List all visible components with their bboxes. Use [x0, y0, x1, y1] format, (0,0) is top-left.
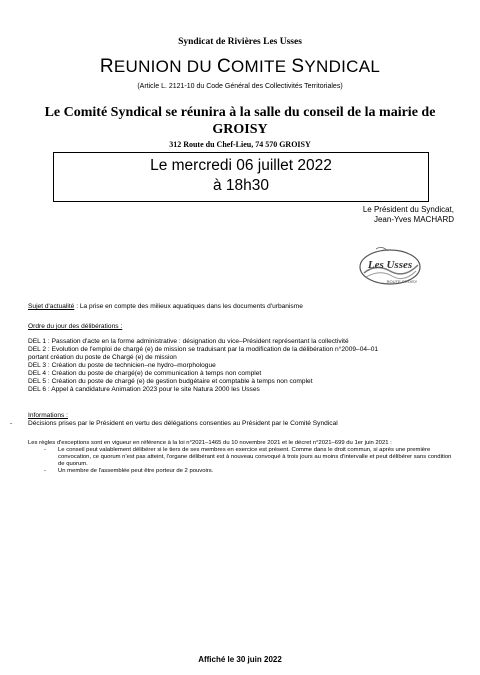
- signatory-role: Le Président du Syndicat,: [362, 205, 454, 214]
- posting-date: Affiché le 30 juin 2022: [198, 655, 282, 664]
- svg-text:ROUTE GROISY: ROUTE GROISY: [386, 279, 418, 284]
- syndicate-stamp-logo: [356, 243, 424, 289]
- rules-list: [28, 447, 458, 475]
- meeting-date: Le mercredi 06 juillet 2022: [150, 157, 332, 174]
- rules-intro: Les règles d'exceptions sont en vigueur en référence à la loi n°2021–1465 du 10 novembre 2021 et le décret n°2021–699 du 1er juin 2021 :: [28, 440, 392, 446]
- agenda-heading: Ordre du jour des délibérations :: [28, 323, 123, 330]
- current-topic: Sujet d'actualité : La prise en compte des milieux aquatiques dans les documents d'urbanisme: [28, 303, 303, 310]
- svg-text:Les Usses: Les Usses: [367, 259, 413, 271]
- signatory-name: Jean-Yves MACHARD: [373, 215, 454, 224]
- list-item: portant création du poste de Chargé (e) de mission: [28, 354, 177, 361]
- list-item: - Le conseil peut valablement délibérer si le tiers de ses membres en exercice est présent. Comme dans le droit commun, si après une première convocation, ce quorum n'est pas atteint, l'organe délibérant est à nouveau convoqué à trois jours au moins d'intervalle et peut délibérer sans condition de quorum.: [58, 447, 458, 468]
- meeting-time: à 18h30: [212, 177, 270, 194]
- list-item: DEL 6 : Appel à candidature Animation 2023 pour le site Natura 2000 les Usses: [28, 386, 260, 393]
- list-item: - Un membre de l'assemblée peut être porteur de 2 pouvoirs.: [58, 468, 458, 475]
- document-title: REUNION DU COMITE SYNDICAL: [99, 56, 381, 77]
- meeting-announcement: Le Comité Syndical se réunira à la salle du conseil de la mairie de GROISY: [44, 105, 436, 137]
- signatory: [254, 205, 454, 225]
- list-item: DEL 3 : Création du poste de technicien–ne hydro–morphologue: [28, 362, 216, 369]
- list-item: DEL 4 : Création du poste de chargé(e) de communication à temps non complet: [28, 370, 262, 377]
- exception-rules: [28, 440, 458, 475]
- informations-item: - Décisions prises par le Président en vertu des délégations consenties au Président par le Comité Syndical: [10, 420, 338, 427]
- list-item: DEL 5 : Création du poste de chargé (e) de gestion budgétaire et comptable à temps non complet: [28, 378, 313, 385]
- informations-heading: Informations :: [28, 412, 68, 419]
- meeting-date-box: [53, 152, 429, 202]
- meeting-address: 312 Route du Chef-Lieu, 74 570 GROISY: [169, 140, 311, 149]
- legal-reference: (Article L. 2121-10 du Code Général des Collectivités Territoriales): [137, 83, 343, 90]
- organization-name: Syndicat de Rivières Les Usses: [178, 37, 302, 47]
- deliberations-list: [28, 338, 458, 394]
- list-item: DEL 2 : Evolution de l'emploi de chargé (e) de mission se traduisant par la modification de la délibération n°2009–04–01: [28, 346, 379, 353]
- list-item: DEL 1 : Passation d'acte en la forme administrative : désignation du vice–Président représentant la collectivité: [28, 338, 349, 345]
